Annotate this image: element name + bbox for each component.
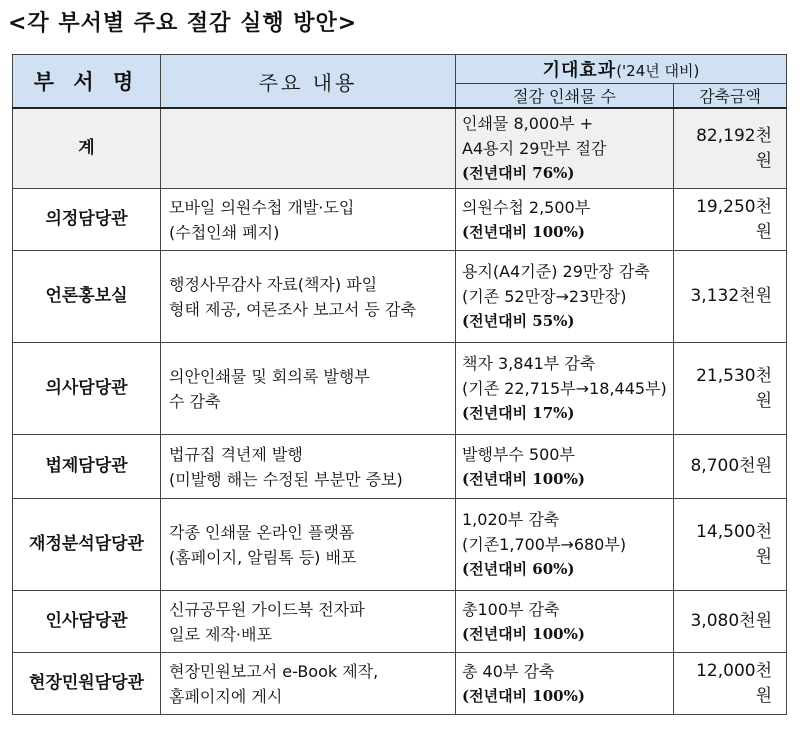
rate-text: (전년대비 100%)	[462, 686, 585, 705]
content-line: 일로 제작·배포	[169, 624, 272, 644]
content-cell	[161, 189, 456, 251]
content-cell	[161, 499, 456, 591]
effect-line: 총 40부 감축	[462, 661, 555, 681]
effect-line: 의원수첩 2,500부	[462, 197, 591, 217]
content-line: 행정사무감사 자료(책자) 파일	[169, 274, 378, 294]
content-line: (수첩인쇄 폐지)	[169, 222, 280, 242]
effect-line: 총100부 감축	[462, 599, 560, 619]
effect-cell	[456, 189, 674, 251]
table-row	[13, 435, 787, 499]
header-reduction-amount: 감축금액	[674, 84, 787, 109]
content-line: 법규집 격년제 발행	[169, 444, 303, 464]
effect-line: 책자 3,841부 감축	[462, 354, 596, 373]
header-effect-main: 기대효과	[542, 60, 617, 81]
header-content: 주요 내용	[161, 55, 456, 109]
header-printed-count: 절감 인쇄물 수	[456, 84, 674, 109]
header-effect-sub: ('24년 대비)	[616, 62, 700, 80]
effect-cell	[456, 653, 674, 715]
content-line: 홈페이지에 게시	[169, 686, 283, 706]
rate-text: (전년대비 55%)	[462, 312, 575, 330]
table-row	[13, 499, 787, 591]
rate-text: (전년대비 100%)	[462, 624, 585, 643]
amount-cell: 82,192천원	[674, 108, 787, 189]
effect-line: (기존 52만장→23만장)	[462, 287, 627, 306]
amount-cell: 12,000천원	[674, 653, 787, 715]
rate-text: (전년대비 60%)	[462, 560, 575, 578]
content-cell	[161, 653, 456, 715]
effect-line: 발행부수 500부	[462, 444, 575, 464]
effect-line: A4용지 29만부 절감	[462, 139, 607, 158]
content-line: (홈페이지, 알림톡 등) 배포	[169, 547, 357, 567]
rate-text: (전년대비 100%)	[462, 222, 585, 241]
effect-cell	[456, 591, 674, 653]
savings-table	[12, 54, 787, 715]
effect-cell	[456, 343, 674, 435]
effect-line: 용지(A4기준) 29만장 감축	[462, 262, 650, 281]
effect-line: (기존1,700부→680부)	[462, 535, 627, 554]
content-cell	[161, 251, 456, 343]
content-cell	[161, 108, 456, 189]
dept-cell: 계	[13, 108, 161, 189]
amount-cell: 19,250천원	[674, 189, 787, 251]
dept-cell: 현장민원담당관	[13, 653, 161, 715]
content-line: 수 감축	[169, 391, 221, 411]
content-line: 의안인쇄물 및 회의록 발행부	[169, 366, 370, 386]
page-title: <각 부서별 주요 절감 실행 방안>	[8, 11, 358, 36]
table-row	[13, 653, 787, 715]
rate-text: (전년대비 17%)	[462, 404, 575, 422]
content-cell	[161, 435, 456, 499]
table-row	[13, 251, 787, 343]
table-row	[13, 343, 787, 435]
effect-line: 인쇄물 8,000부 +	[462, 114, 594, 133]
content-cell	[161, 343, 456, 435]
dept-cell: 언론홍보실	[13, 251, 161, 343]
table-header	[13, 55, 787, 109]
dept-cell: 의정담당관	[13, 189, 161, 251]
amount-cell: 3,132천원	[674, 251, 787, 343]
effect-line: 1,020부 감축	[462, 510, 560, 529]
content-cell	[161, 591, 456, 653]
content-line: 각종 인쇄물 온라인 플랫폼	[169, 522, 355, 542]
header-dept: 부 서 명	[13, 55, 161, 109]
rate-text: (전년대비 76%)	[462, 164, 575, 182]
effect-line: (기존 22,715부→18,445부)	[462, 379, 667, 398]
table-row-total	[13, 108, 787, 189]
dept-cell: 의사담당관	[13, 343, 161, 435]
effect-cell	[456, 435, 674, 499]
amount-cell: 3,080천원	[674, 591, 787, 653]
rate-text: (전년대비 100%)	[462, 469, 585, 488]
effect-cell	[456, 499, 674, 591]
dept-cell: 재정분석담당관	[13, 499, 161, 591]
content-line: 모바일 의원수첩 개발·도입	[169, 197, 355, 217]
effect-cell	[456, 108, 674, 189]
dept-cell: 인사담당관	[13, 591, 161, 653]
content-line: (미발행 해는 수정된 부분만 증보)	[169, 469, 403, 489]
amount-cell: 14,500천원	[674, 499, 787, 591]
content-line: 현장민원보고서 e-Book 제작,	[169, 661, 379, 681]
table-row	[13, 189, 787, 251]
header-effect	[456, 55, 787, 84]
effect-cell	[456, 251, 674, 343]
amount-cell: 8,700천원	[674, 435, 787, 499]
amount-cell: 21,530천원	[674, 343, 787, 435]
table-row	[13, 591, 787, 653]
content-line: 신규공무원 가이드북 전자파	[169, 599, 365, 619]
dept-cell: 법제담당관	[13, 435, 161, 499]
content-line: 형태 제공, 여론조사 보고서 등 감축	[169, 299, 416, 319]
